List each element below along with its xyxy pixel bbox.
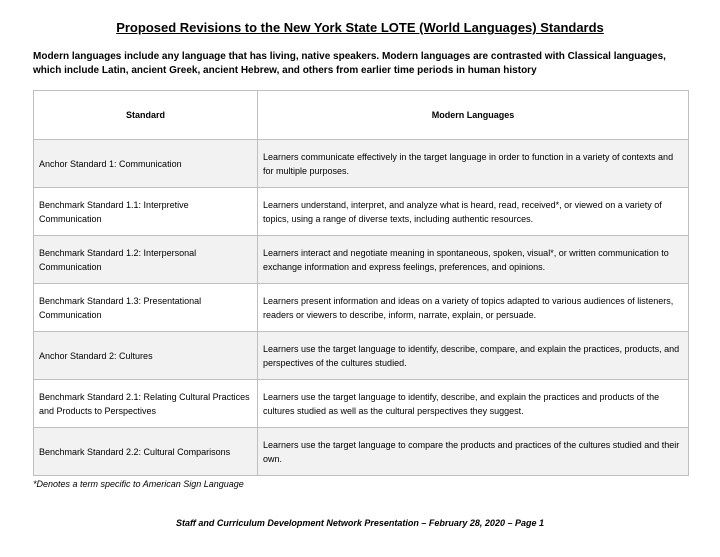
table-row [34,140,689,188]
header-standard: Standard [34,91,258,140]
table-header-row [34,91,689,140]
standard-cell: Benchmark Standard 2.1: Relating Cultural Practices and Products to Perspectives [34,380,258,428]
standard-cell: Benchmark Standard 1.3: Presentational Communication [34,284,258,332]
table-row [34,380,689,428]
footnote: *Denotes a term specific to American Sign Language [33,479,244,489]
standard-cell: Anchor Standard 2: Cultures [34,332,258,380]
standard-cell: Benchmark Standard 1.1: Interpretive Communication [34,188,258,236]
standard-cell: Benchmark Standard 2.2: Cultural Comparisons [34,428,258,476]
description-cell: Learners interact and negotiate meaning in spontaneous, spoken, visual*, or written communication to exchange information and express feelings, preferences, and opinions. [258,236,689,284]
table-row [34,332,689,380]
page-footer: Staff and Curriculum Development Network Presentation – February 28, 2020 – Page 1 [176,518,544,528]
standard-cell: Anchor Standard 1: Communication [34,140,258,188]
table-row [34,284,689,332]
table-row [34,428,689,476]
header-modern-languages: Modern Languages [258,91,689,140]
description-cell: Learners communicate effectively in the target language in order to function in a variety of contexts and for multiple purposes. [258,140,689,188]
description-cell: Learners understand, interpret, and analyze what is heard, read, received*, or viewed on a variety of topics, using a range of diverse texts, including authentic resources. [258,188,689,236]
table-row [34,188,689,236]
description-cell: Learners use the target language to identify, describe, compare, and explain the practices, products, and perspectives of the cultures studied. [258,332,689,380]
page-title: Proposed Revisions to the New York State LOTE (World Languages) Standards [116,20,604,35]
table-row [34,236,689,284]
description-cell: Learners use the target language to identify, describe, and explain the practices and products of the cultures studied as well as the cultural perspectives they suggest. [258,380,689,428]
description-cell: Learners present information and ideas on a variety of topics adapted to various audiences of listeners, readers or viewers to describe, inform, narrate, explain, or persuade. [258,284,689,332]
standards-table [33,90,689,476]
description-cell: Learners use the target language to compare the products and practices of the cultures studied and their own. [258,428,689,476]
intro-paragraph: Modern languages include any language that has living, native speakers. Modern languages are contrasted with Classical languages, which include Latin, ancient Greek, ancient Hebrew, and others from earlier time periods in human history [33,51,666,76]
standard-cell: Benchmark Standard 1.2: Interpersonal Communication [34,236,258,284]
